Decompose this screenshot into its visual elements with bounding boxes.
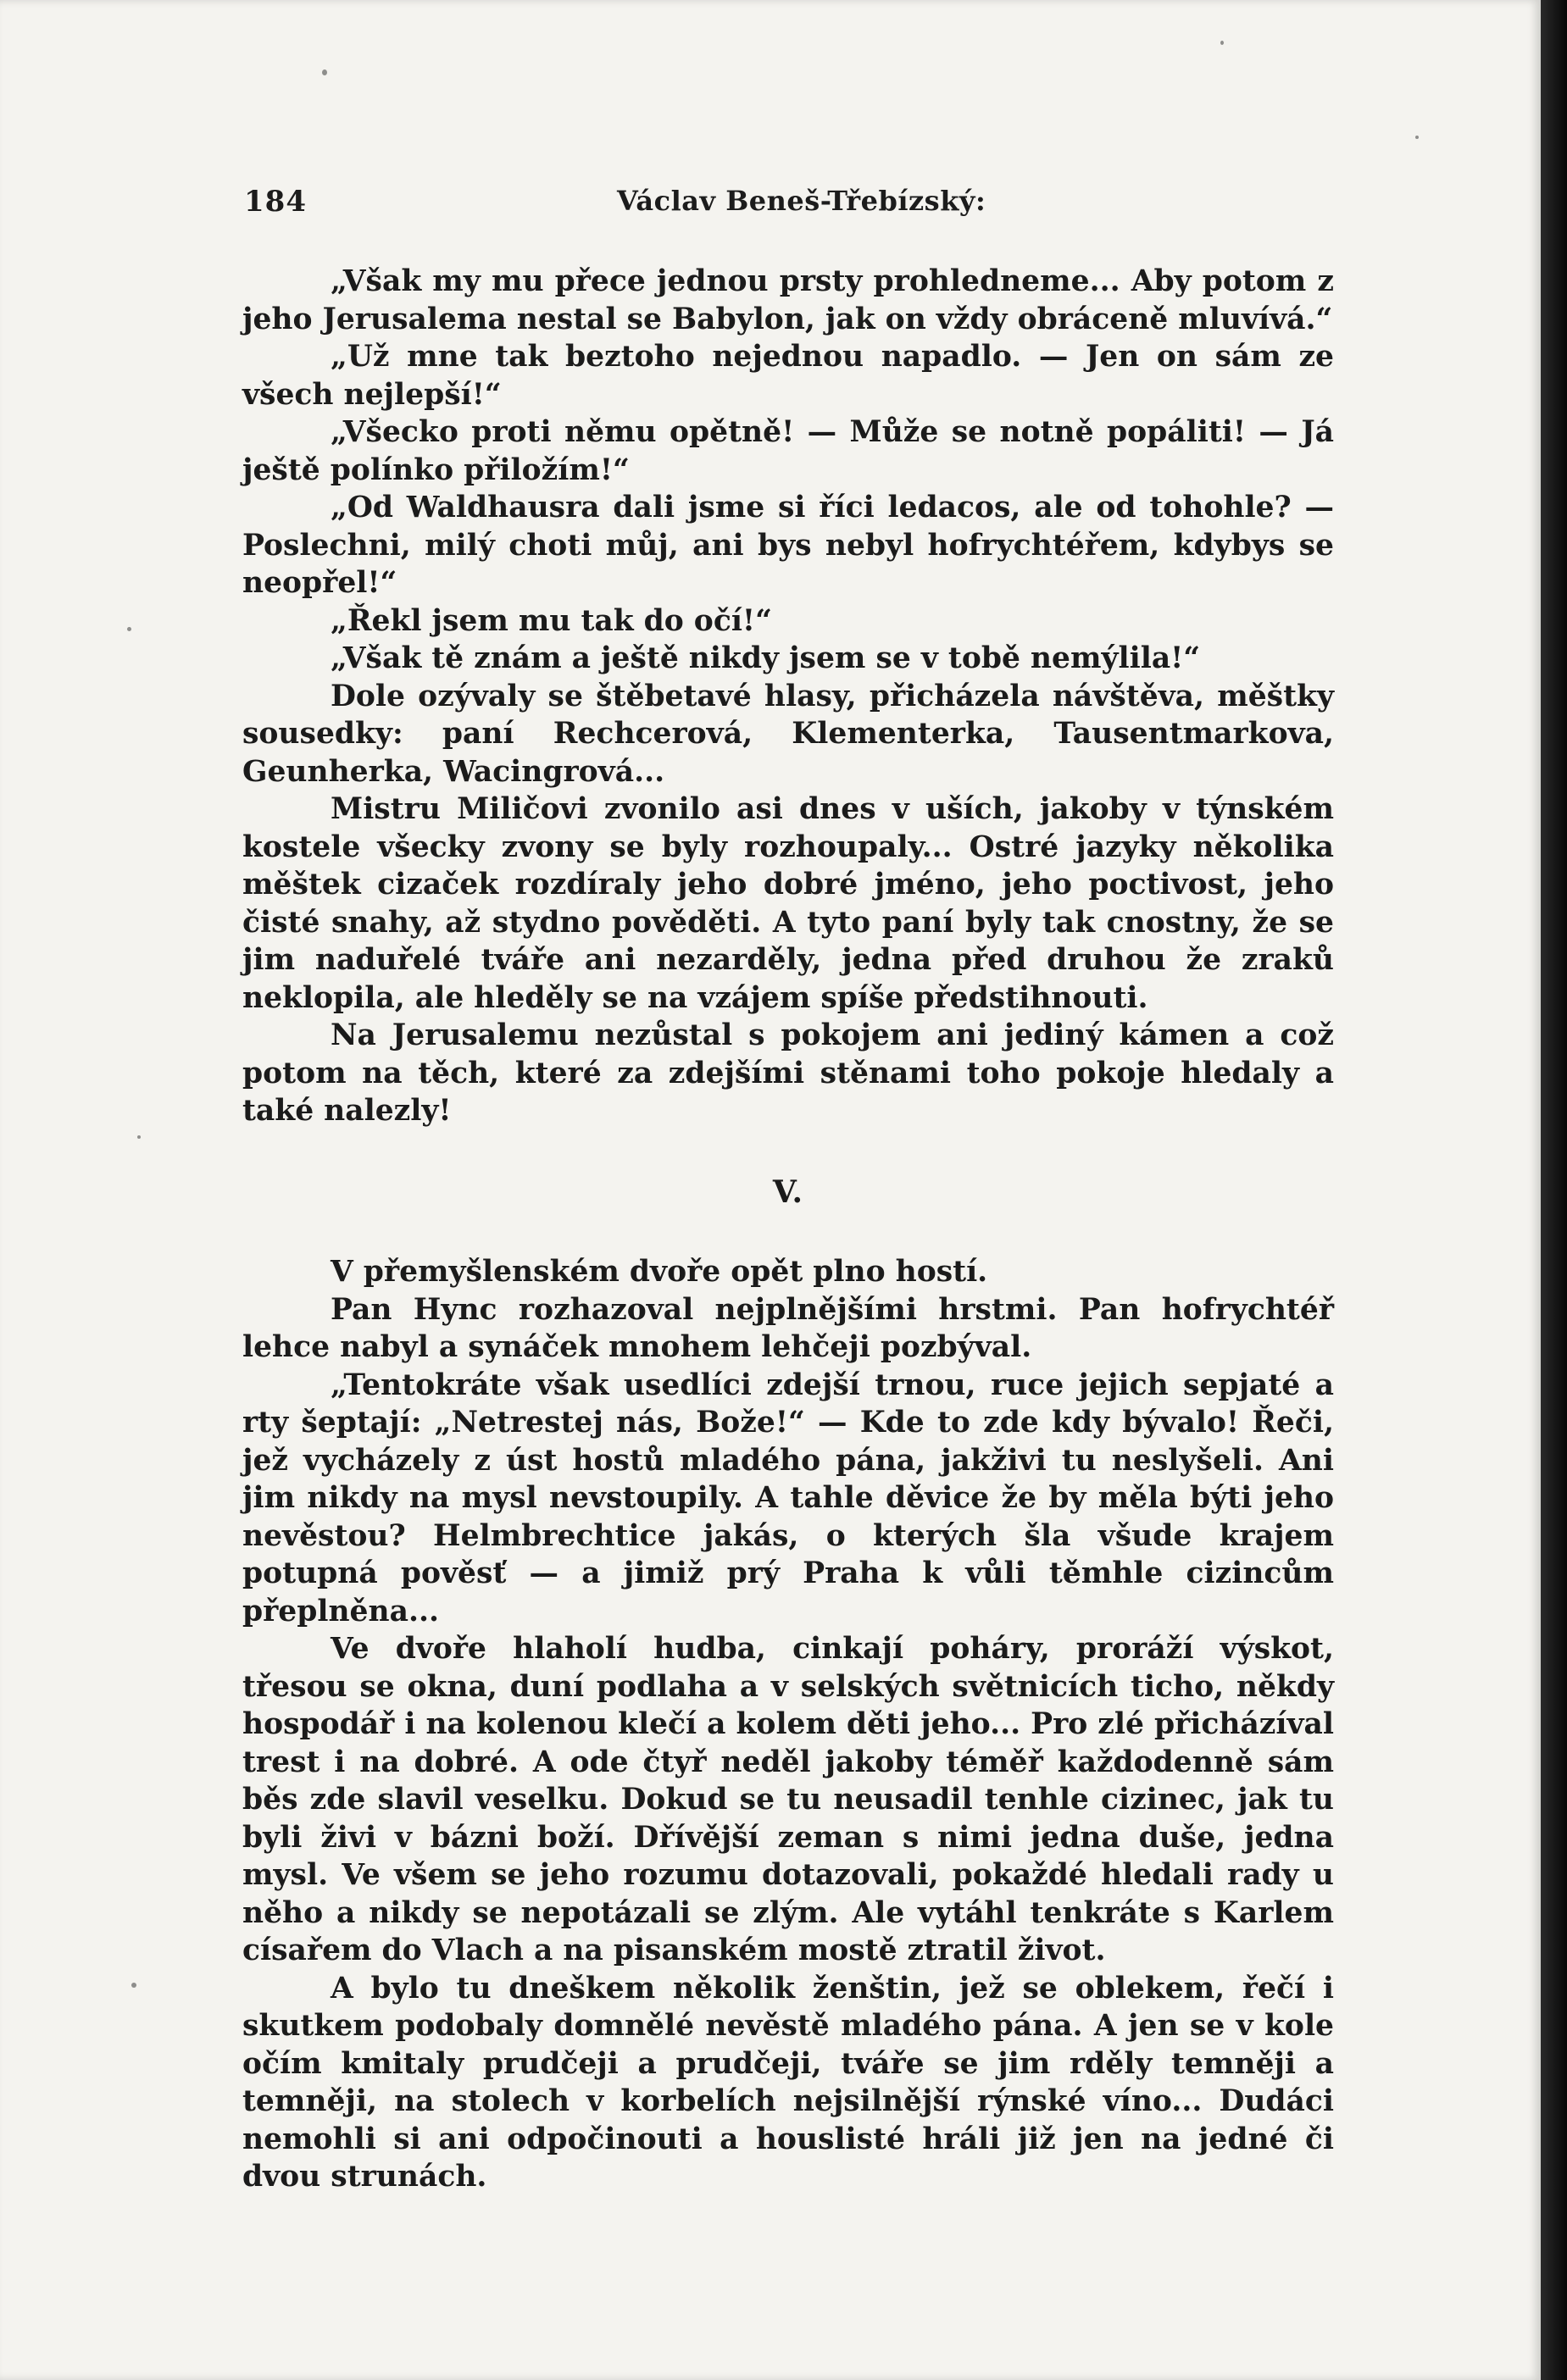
paragraph: Na Jerusalemu nezůstal s pokojem ani jediný kámen a což potom na těch, které za zdejšími stěnami toho pokoje hledaly a také nalezly! [242,1018,1334,1128]
scan-speck [131,1983,136,1988]
paragraph: „Všecko proti němu opětně! — Může se notně popáliti! — Já ještě polínko přiložím!“ [242,415,1334,487]
scan-speck [137,1135,141,1139]
chapter-heading: V. [772,1173,804,1210]
running-title: Václav Beneš-Třebízský: [617,185,986,217]
paragraph: „Už mne tak beztoho nejednou napadlo. — Jen on sám ze všech nejlepší!“ [242,340,1334,412]
paragraph: „Řekl jsem mu tak do očí!“ [331,603,772,638]
paragraph: Ve dvoře hlaholí hudba, cinkají poháry, proráží výskot, třesou se okna, duní podlaha a v selských světnicích ticho, někdy hospodář i na kolenou klečí a kolem děti jeho... Pro zlé přicházíval trest i na dobré. A ode čtyř neděl jakoby téměř každodenně sám běs zde slavil veselku. Dokud se tu neusadil tenhle cizinec, jak tu byli živi v bázni boží. Dřívější zeman s nimi jedna duše, jedna mysl. Ve všem se jeho rozumu dotazovali, pokaždé hledali rady u něho a nikdy se nepotázali se zlým. Ale vytáhl tenkráte s Karlem císařem do Vlach a na pisanském mostě ztratil život. [242,1632,1334,1967]
scan-speck [1415,136,1419,139]
paragraph: Dole ozývaly se štěbetavé hlasy, přicházela návštěva, měštky sousedky: paní Rechcerová, Klementerka, Tausentmarkova, Geunherka, Wacingrová... [242,679,1334,789]
paragraph: V přemyšlenském dvoře opět plno hostí. [331,1255,988,1289]
scan-speck [322,69,327,75]
paragraph: Mistru Miličovi zvonilo asi dnes v uších, jakoby v týnském kostele všecky zvony se byly rozhoupaly... Ostré jazyky několika měštek cizaček rozdíraly jeho dobré jméno, jeho poctivost, jeho čisté snahy, až stydno pověděti. A tyto paní byly tak cnostny, že se jim naduřelé tváře ani nezarděly, jedna před druhou že zraků neklopila, ale hleděly se na vzájem spíše předstihnouti. [242,792,1334,1015]
scan-speck [127,627,131,631]
paragraph: „Však my mu přece jednou prsty prohledneme... Aby potom z jeho Jerusalema nestal se Babylon, jak on vždy obráceně mluvívá.“ [242,264,1334,336]
paragraph: A bylo tu dneškem několik ženštin, jež se oblekem, řečí i skutkem podobaly domnělé nevěstě mladého pána. A jen se v kole očím kmitaly prudčeji a prudčeji, tváře se jim rděly temněji a temněji, na stolech v korbelích nejsilnější rýnské víno... Dudáci nemohli si ani odpočinouti a houslisté hráli již jen na jedné či dvou strunách. [242,1971,1334,2194]
paragraph: „Od Waldhausra dali jsme si říci ledacos, ale od tohohle? — Poslechni, milý choti můj, ani bys nebyl hofrychtéřem, kdybys se neopřel!“ [242,491,1334,600]
scan-speck [1220,41,1224,45]
paragraph: „Tentokráte však usedlíci zdejší trnou, ruce jejich sepjaté a rty šeptají: „Netrestej nás, Bože!“ — Kde to zde kdy bývalo! Řeči, jež vycházely z úst hostů mladého pána, jakživi tu neslyšeli. Ani jim nikdy na mysl nevstoupily. A tahle děvice že by měla býti jeho nevěstou? Helmbrechtice jakás, o kterých šla všude krajem potupná pověsť — a jimiž prý Praha k vůli těmhle cizincům přeplněna... [242,1368,1334,1628]
scan-border [1541,0,1567,2380]
page-number: 184 [244,185,307,219]
body-text [242,263,1334,2196]
paragraph: „Však tě znám a ještě nikdy jsem se v tobě nemýlila!“ [331,641,1201,675]
page-header [244,185,1337,227]
paragraph: Pan Hync rozhazoval nejplnějšími hrstmi. Pan hofrychtéř lehce nabyl a synáček mnohem lehčeji pozbýval. [242,1292,1334,1364]
